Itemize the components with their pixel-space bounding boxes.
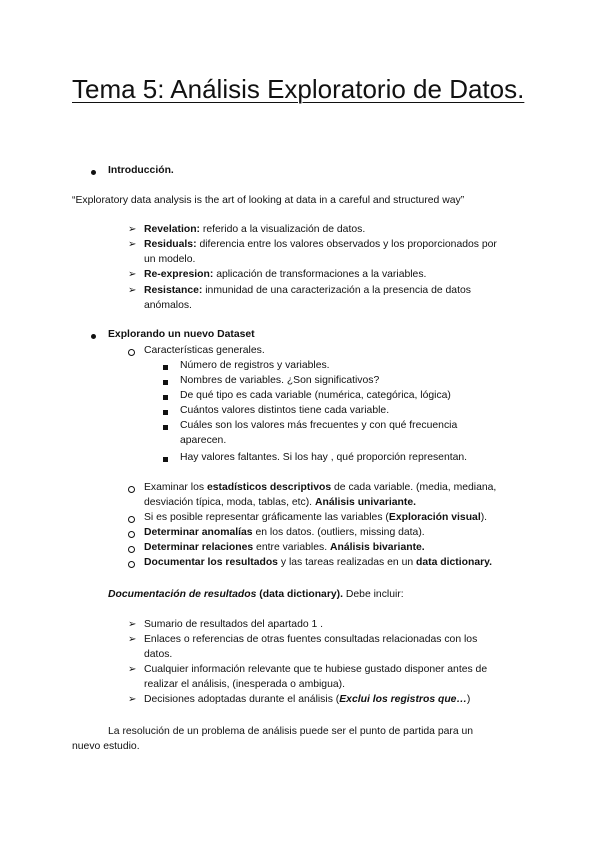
circle-bullet-icon (128, 349, 135, 356)
list-item: Examinar los estadísticos descriptivos de cada variable. (media, mediana, (144, 482, 497, 493)
list-item-continuation: datos. (144, 649, 173, 660)
closing-paragraph-continuation: nuevo estudio. (72, 741, 140, 752)
list-item: De qué tipo es cada variable (numérica, categórica, lógica) (180, 390, 451, 401)
list-item: Si es posible representar gráficamente las variables (Exploración visual). (144, 512, 488, 523)
list-item: Revelation: referido a la visualización de datos. (144, 224, 366, 235)
circle-bullet-icon (128, 486, 135, 493)
arrow-bullet-icon: ➢ (128, 634, 137, 645)
arrow-bullet-icon: ➢ (128, 619, 137, 630)
intro-quote: “Exploratory data analysis is the art of looking at data in a careful and structured way” (72, 195, 465, 206)
list-item: Número de registros y variables. (180, 360, 330, 371)
page-title: Tema 5: Análisis Exploratorio de Datos. (72, 74, 525, 104)
section-heading: Documentación de resultados (data dictionary). Debe incluir: (108, 589, 404, 600)
arrow-bullet-icon: ➢ (128, 694, 137, 705)
list-item: Documentar los resultados y las tareas realizadas en un data dictionary. (144, 557, 493, 568)
circle-bullet-icon (128, 516, 135, 523)
arrow-bullet-icon: ➢ (128, 269, 137, 280)
arrow-bullet-icon: ➢ (128, 224, 137, 235)
arrow-bullet-icon: ➢ (128, 664, 137, 675)
bullet-dot-icon (91, 334, 96, 339)
list-item-continuation: anómalos. (144, 300, 192, 311)
section-heading: Explorando un nuevo Dataset (108, 329, 255, 340)
list-item: Resistance: inmunidad de una caracterización a la presencia de datos (144, 285, 471, 296)
square-bullet-icon (163, 410, 168, 415)
list-item: Determinar relaciones entre variables. Análisis bivariante. (144, 542, 425, 553)
circle-bullet-icon (128, 531, 135, 538)
circle-bullet-icon (128, 561, 135, 568)
list-item: Determinar anomalías en los datos. (outliers, missing data). (144, 527, 425, 538)
bullet-dot-icon (91, 170, 96, 175)
list-item: Enlaces o referencias de otras fuentes consultadas relacionadas con los (144, 634, 478, 645)
closing-paragraph: La resolución de un problema de análisis puede ser el punto de partida para un (108, 726, 474, 737)
intro-heading: Introducción. (108, 165, 174, 176)
arrow-bullet-icon: ➢ (128, 285, 137, 296)
square-bullet-icon (163, 365, 168, 370)
circle-bullet-icon (128, 546, 135, 553)
list-item: Residuals: diferencia entre los valores observados y los proporcionados por (144, 239, 497, 250)
list-item: Nombres de variables. ¿Son significativos? (180, 375, 380, 386)
list-item: Hay valores faltantes. Si los hay , qué proporción representan. (180, 452, 468, 463)
list-item: Características generales. (144, 345, 265, 356)
list-item: Cuáles son los valores más frecuentes y con qué frecuencia (180, 420, 458, 431)
list-item: Cualquier información relevante que te hubiese gustado disponer antes de (144, 664, 488, 675)
square-bullet-icon (163, 425, 168, 430)
list-item-continuation: un modelo. (144, 254, 196, 265)
square-bullet-icon (163, 395, 168, 400)
list-item: Re-expresion: aplicación de transformaciones a la variables. (144, 269, 427, 280)
list-item-continuation: aparecen. (180, 435, 227, 446)
list-item: Cuántos valores distintos tiene cada variable. (180, 405, 390, 416)
square-bullet-icon (163, 380, 168, 385)
square-bullet-icon (163, 457, 168, 462)
list-item-continuation: realizar el análisis, (inesperada o ambigua). (144, 679, 345, 690)
list-item: Sumario de resultados del apartado 1 . (144, 619, 324, 630)
list-item: Decisiones adoptadas durante el análisis (Exclui los registros que…) (144, 694, 471, 705)
arrow-bullet-icon: ➢ (128, 239, 137, 250)
list-item-continuation: desviación típica, moda, tablas, etc). Análisis univariante. (144, 497, 417, 508)
